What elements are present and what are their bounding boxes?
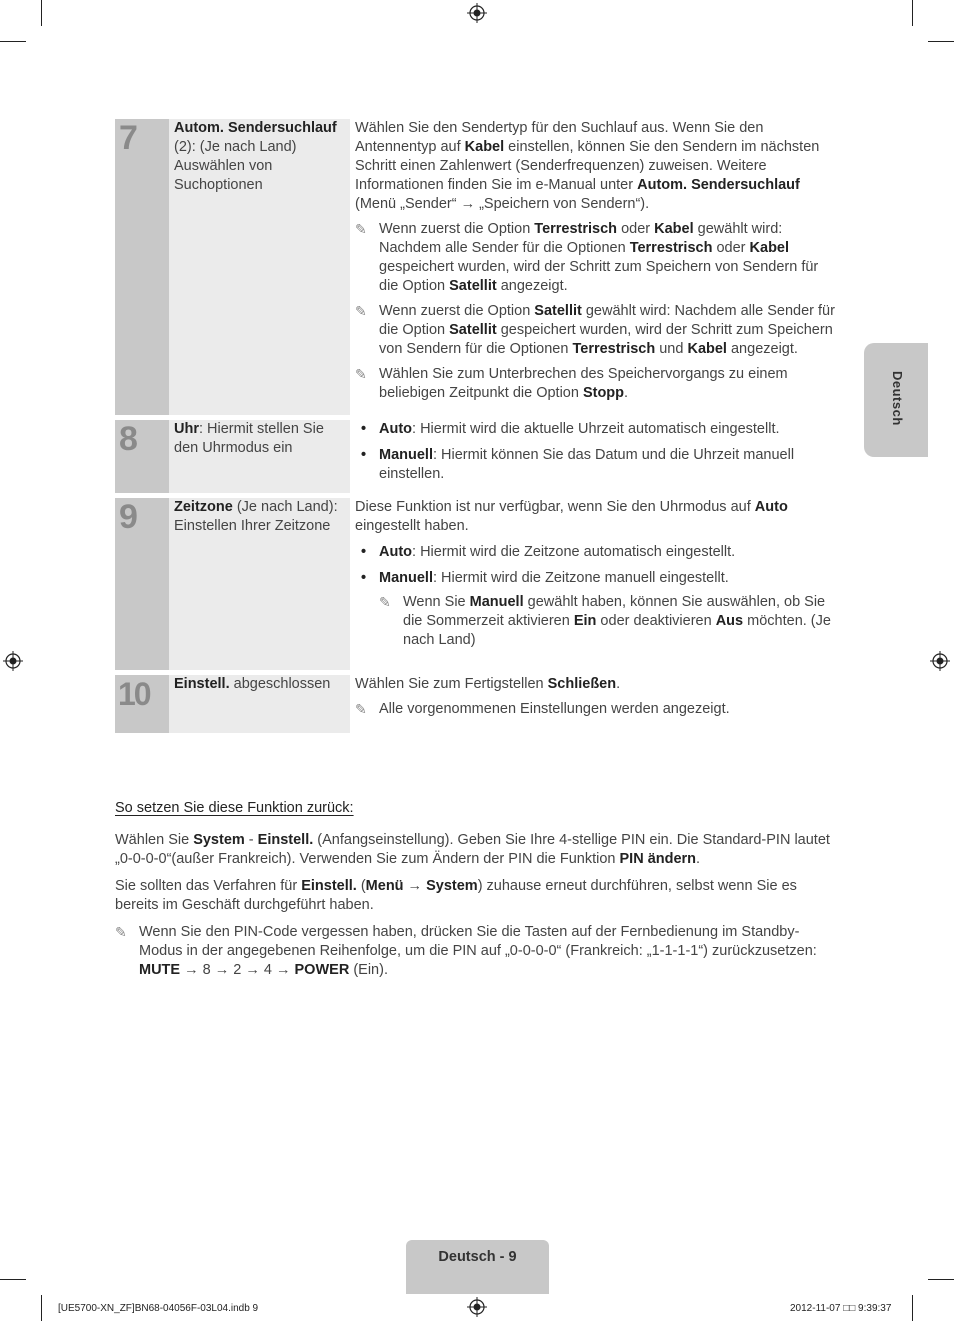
step-number: 7 bbox=[115, 119, 169, 415]
step-description bbox=[350, 119, 835, 415]
step-note: ✎ Wenn Sie Manuell gewählt haben, können Sie auswählen, ob Sie die Sommerzeit aktivieren Ein oder deaktivieren Aus möchten. (Je nach Land) bbox=[379, 594, 831, 648]
reset-paragraph: Wählen Sie System - Einstell. (Anfangseinstellung). Geben Sie Ihre 4-stellige PIN ein. Die Standard-PIN lautet „0-0-0-0“(außer Frankreich). Verwenden Sie zum Ändern der PIN die Funktion PIN ändern. bbox=[115, 832, 830, 867]
pencil-note-icon: ✎ bbox=[355, 701, 367, 717]
print-timestamp: 2012-11-07 □□ 9:39:37 bbox=[790, 1303, 892, 1314]
pencil-note-icon: ✎ bbox=[355, 366, 367, 382]
registration-mark-icon bbox=[930, 651, 950, 671]
page-number-tab bbox=[406, 1240, 549, 1294]
step-note: ✎ Wenn zuerst die Option Terrestrisch oder Kabel gewählt wird: Nachdem alle Sender für die Optionen Terrestrisch oder Kabel gespeichert wurden, wird der Schritt zum Speichern von Sendern für die Option Satellit angezeigt. bbox=[355, 221, 819, 294]
crop-mark bbox=[41, 1295, 42, 1321]
registration-mark-icon bbox=[3, 651, 23, 671]
crop-mark bbox=[41, 0, 42, 26]
step-number: 8 bbox=[115, 420, 169, 493]
step-intro: Wählen Sie zum Fertigstellen Schließen. bbox=[355, 676, 621, 692]
step-bullet: • Auto: Hiermit wird die aktuelle Uhrzeit automatisch eingestellt. bbox=[361, 421, 780, 437]
step-note: ✎ Wählen Sie zum Unterbrechen des Speichervorgangs zu einem beliebigen Zeitpunkt die Option Stopp. bbox=[355, 366, 788, 401]
step-note: ✎ Wenn zuerst die Option Satellit gewählt wird: Nachdem alle Sender für die Option Satellit gespeichert wurden, wird der Schritt zum Speichern von Sendern für die Optionen Terrestrisch und Kabel angezeigt. bbox=[355, 303, 835, 357]
step-note: ✎ Alle vorgenommenen Einstellungen werden angezeigt. bbox=[355, 701, 730, 717]
step-intro: Wählen Sie den Sendertyp für den Suchlauf aus. Wenn Sie den Antennentyp auf Kabel einstellen, können Sie den Sendern im nächsten Schritt einen Zahlenwert (Senderfrequenzen) zuweisen. Weitere Informationen finden Sie im e-Manual unter Autom. Sendersuchlauf (Menü „Sender“ → „Speichern von Sendern“). bbox=[355, 120, 820, 212]
crop-mark bbox=[912, 1295, 913, 1321]
step-row bbox=[115, 675, 835, 733]
step-description bbox=[350, 498, 835, 670]
crop-mark bbox=[928, 41, 954, 42]
step-bullet: • Manuell: Hiermit wird die Zeitzone manuell eingestellt. ✎ Wenn Sie Manuell gewählt haben, können Sie auswählen, ob Sie die Sommerzeit aktivieren Ein oder deaktivieren Aus möchten. (Je nach Land) bbox=[355, 569, 835, 650]
step-number: 10 bbox=[115, 675, 169, 733]
reset-paragraph: Sie sollten das Verfahren für Einstell. (Menü → System) zuhause erneut durchführen, selbst wenn Sie es bereits im Geschäft durchgeführt haben. bbox=[115, 878, 797, 913]
setup-steps-table bbox=[115, 119, 835, 733]
pencil-note-icon: ✎ bbox=[355, 303, 367, 319]
reset-heading: So setzen Sie diese Funktion zurück: bbox=[115, 800, 354, 816]
registration-mark-icon bbox=[467, 3, 487, 23]
language-side-tab-label: Deutsch bbox=[890, 371, 905, 426]
crop-mark bbox=[912, 0, 913, 26]
step-description bbox=[350, 420, 835, 493]
pencil-note-icon: ✎ bbox=[379, 594, 391, 610]
crop-mark bbox=[0, 1279, 26, 1280]
step-row bbox=[115, 119, 835, 415]
step-intro: Diese Funktion ist nur verfügbar, wenn Sie den Uhrmodus auf Auto eingestellt haben. bbox=[355, 499, 788, 534]
pencil-note-icon: ✎ bbox=[355, 221, 367, 237]
step-number: 9 bbox=[115, 498, 169, 670]
step-row bbox=[115, 420, 835, 493]
step-bullet: • Manuell: Hiermit können Sie das Datum und die Uhrzeit manuell einstellen. bbox=[361, 447, 795, 482]
reset-note: ✎ Wenn Sie den PIN-Code vergessen haben, drücken Sie die Tasten auf der Fernbedienung im Standby-Modus in der angegebenen Reihenfolge, um die PIN auf „0-0-0-0“ (Frankreich: „1-1-1-1“) zurückzusetzen: MUTE → 8 → 2 → 4 → POWER (Ein). bbox=[115, 924, 817, 978]
registration-mark-icon bbox=[467, 1297, 487, 1317]
step-row bbox=[115, 498, 835, 670]
language-side-tab bbox=[864, 343, 928, 457]
page-number-label: Deutsch - 9 bbox=[438, 1249, 517, 1265]
crop-mark bbox=[928, 1279, 954, 1280]
step-description bbox=[350, 675, 835, 733]
reset-section bbox=[115, 799, 835, 980]
step-label: Autom. Sendersuchlauf (2): (Je nach Land) Auswählen von Suchoptionen bbox=[169, 119, 350, 415]
step-label: Uhr: Hiermit stellen Sie den Uhrmodus ein bbox=[169, 420, 350, 493]
print-file-info: [UE5700-XN_ZF]BN68-04056F-03L04.indb 9 bbox=[58, 1303, 259, 1314]
step-label: Einstell. abgeschlossen bbox=[169, 675, 350, 733]
step-bullet: • Auto: Hiermit wird die Zeitzone automatisch eingestellt. bbox=[361, 544, 736, 560]
pencil-note-icon: ✎ bbox=[115, 924, 127, 940]
crop-mark bbox=[0, 41, 26, 42]
step-label: Zeitzone (Je nach Land): Einstellen Ihrer Zeitzone bbox=[169, 498, 350, 670]
